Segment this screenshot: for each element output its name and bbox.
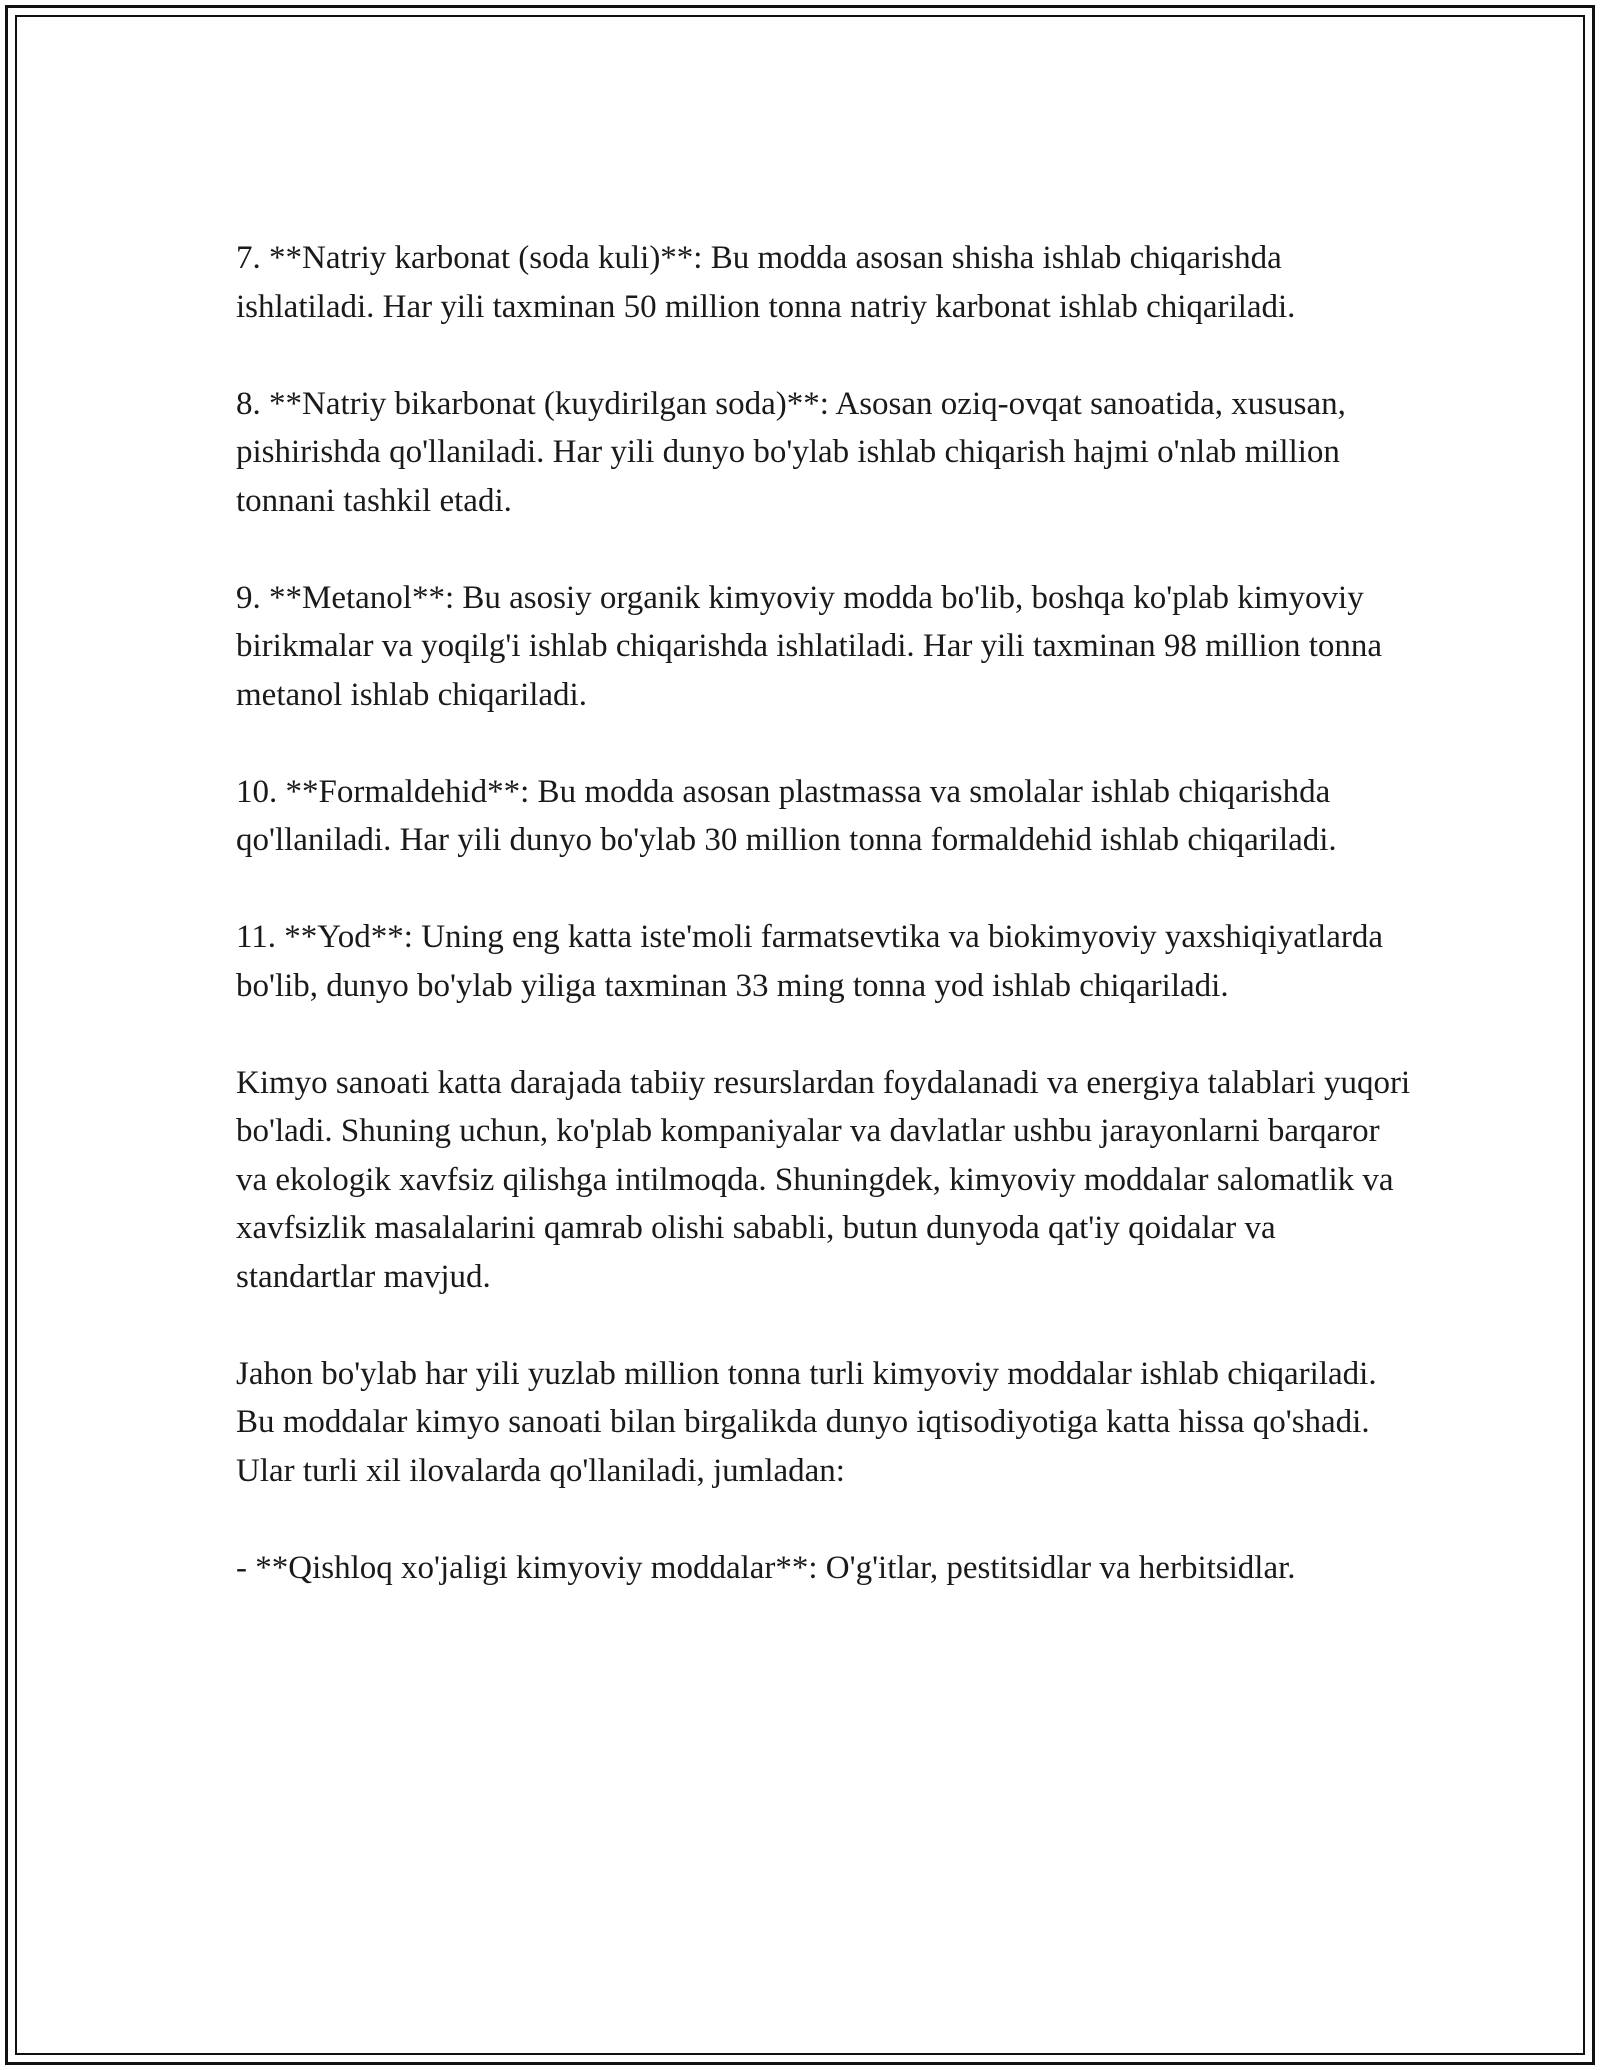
paragraph-item-10-formaldehyde: 10. **Formaldehid**: Bu modda asosan plastmassa va smolalar ishlab chiqarishda qo'llaniladi. Har yili dunyo bo'ylab 30 million tonna formaldehid ishlab chiqariladi. bbox=[236, 773, 1337, 858]
paragraph-item-9-methanol: 9. **Metanol**: Bu asosiy organik kimyoviy modda bo'lib, boshqa ko'plab kimyoviy birikmalar va yoqilg'i ishlab chiqarishda ishlatiladi. Har yili taxminan 98 million tonna metanol ishlab chiqariladi. bbox=[236, 579, 1383, 713]
paragraph-item-11-iodine: 11. **Yod**: Uning eng katta iste'moli farmatsevtika va biokimyoviy yaxshiqiyatlarda bo'lib, dunyo bo'ylab yiliga taxminan 33 ming tonna yod ishlab chiqariladi. bbox=[236, 919, 1384, 1004]
paragraph-chemical-industry-resources: Kimyo sanoati katta darajada tabiiy resurslardan foydalanadi va energiya talablari yuqori bo'ladi. Shuning uchun, ko'plab kompaniyalar va davlatlar ushbu jarayonlarni barqaror va ekologik xavfsiz qilishga intilmoqda. Shuningdek, kimyoviy moddalar salomatlik va xavfsizlik masalalarini qamrab olishi sababli, butun dunyoda qat'iy qoidalar va standartlar mavjud. bbox=[236, 1064, 1411, 1295]
paragraph-item-8-sodium-bicarbonate: 8. **Natriy bikarbonat (kuydirilgan soda)**: Asosan oziq-ovqat sanoatida, xususan, pishirishda qo'llaniladi. Har yili dunyo bo'ylab ishlab chiqarish hajmi o'nlab million tonnani tashkil etadi. bbox=[236, 385, 1346, 519]
paragraph-global-production: Jahon bo'ylab har yili yuzlab million tonna turli kimyoviy moddalar ishlab chiqariladi. Bu moddalar kimyo sanoati bilan birgalikda dunyo iqtisodiyotiga katta hissa qo'shadi. Ular turli xil ilovalarda qo'llaniladi, jumladan: bbox=[236, 1355, 1377, 1489]
paragraph-item-7-sodium-carbonate: 7. **Natriy karbonat (soda kuli)**: Bu modda asosan shisha ishlab chiqarishda ishlatiladi. Har yili taxminan 50 million tonna natriy karbonat ishlab chiqariladi. bbox=[236, 240, 1296, 325]
document-body bbox=[236, 234, 1416, 1641]
list-item-agricultural-chemicals: - **Qishloq xo'jaligi kimyoviy moddalar**: O'g'itlar, pestitsidlar va herbitsidlar. bbox=[236, 1549, 1296, 1586]
